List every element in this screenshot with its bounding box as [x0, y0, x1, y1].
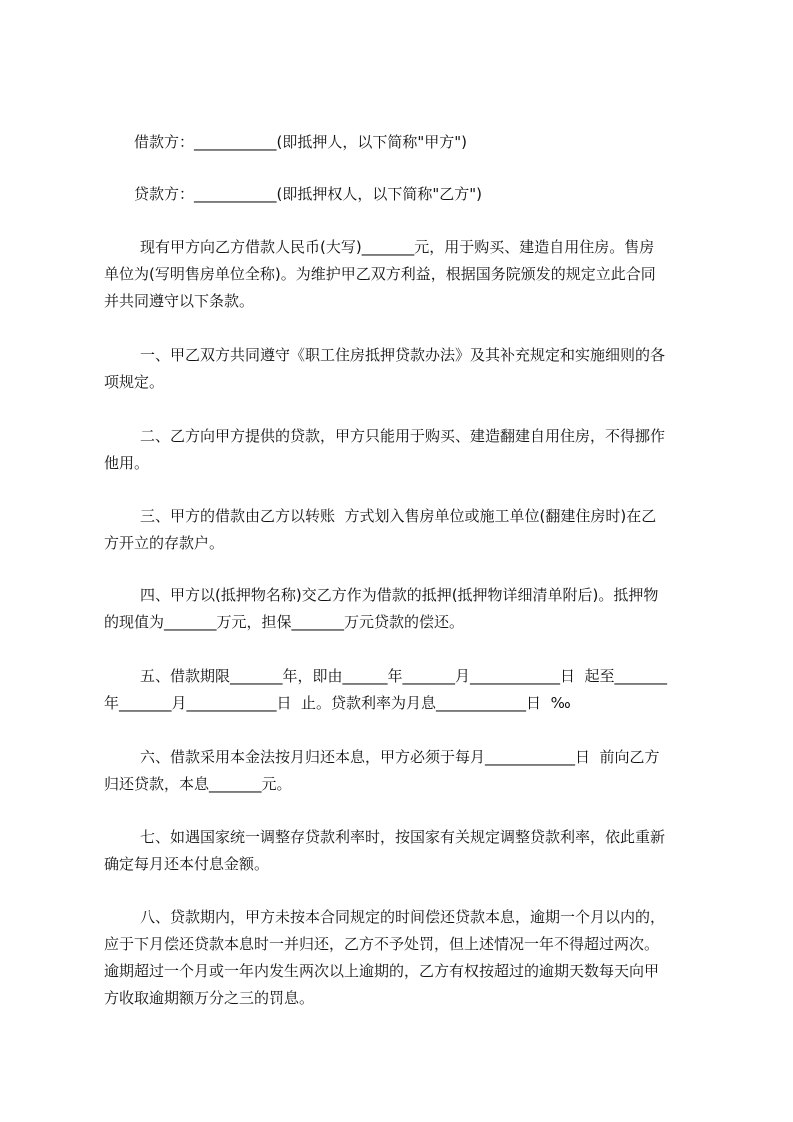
clause-8-line-4: 方收取逾期额万分之三的罚息。: [104, 989, 315, 1007]
clause-4-line-2: 的现值为_______万元，担保_______万元贷款的偿还。: [104, 613, 465, 631]
lender-line: 贷款方：___________(即抵押权人，以下简称"乙方"): [134, 185, 483, 203]
clause-2-line-1: 二、乙方向甲方提供的贷款，甲方只能用于购买、建造翻建自用住房，不得挪作: [140, 427, 666, 445]
clause-6-line-1: 六、借款采用本金法按月归还本息，甲方必须于每月____________日 前向乙方: [140, 748, 660, 766]
intro-line-3: 并共同遵守以下条款。: [104, 292, 255, 310]
clause-6-line-2: 归还贷款，本息_______元。: [104, 775, 292, 793]
clause-8-line-1: 八、贷款期内，甲方未按本合同规定的时间偿还贷款本息，逾期一个月以内的，: [140, 908, 666, 926]
clause-8-line-2: 应于下月偿还贷款本息时一并归还，乙方不予处罚，但上述情况一年不得超过两次。: [104, 935, 660, 953]
clause-3-line-2: 方开立的存款户。: [104, 534, 225, 552]
clause-3-line-1: 三、甲方的借款由乙方以转账 方式划入售房单位或施工单位(翻建住房时)在乙: [140, 507, 657, 525]
clause-1-line-2: 项规定。: [104, 373, 165, 391]
borrower-line: 借款方：___________(即抵押人，以下简称"甲方"): [134, 133, 468, 151]
clause-4-line-1: 四、甲方以(抵押物名称)交乙方作为借款的抵押(抵押物详细清单附后)。抵押物: [140, 586, 659, 604]
clause-5-line-1: 五、借款期限_______年，即由______年_______月____________日 起至_______: [140, 667, 668, 685]
clause-8-line-3: 逾期超过一个月或一年内发生两次以上逾期的，乙方有权按超过的逾期天数每天向甲: [104, 962, 660, 980]
intro-line-1: 现有甲方向乙方借款人民币(大写)_______元，用于购买、建造自用住房。售房: [140, 238, 655, 256]
clause-5-line-2: 年_______月____________日 止。贷款利率为月息____________日 ‰: [104, 694, 571, 712]
clause-1-line-1: 一、甲乙双方共同遵守《职工住房抵押贷款办法》及其补充规定和实施细则的各: [140, 346, 666, 364]
clause-2-line-2: 他用。: [104, 454, 150, 472]
intro-line-2: 单位为(写明售房单位全称)。为维护甲乙双方利益，根据国务院颁发的规定立此合同: [104, 265, 656, 283]
clause-7-line-1: 七、如遇国家统一调整存贷款利率时，按国家有关规定调整贷款利率，依此重新: [140, 828, 666, 846]
clause-7-line-2: 确定每月还本付息金额。: [104, 855, 270, 873]
